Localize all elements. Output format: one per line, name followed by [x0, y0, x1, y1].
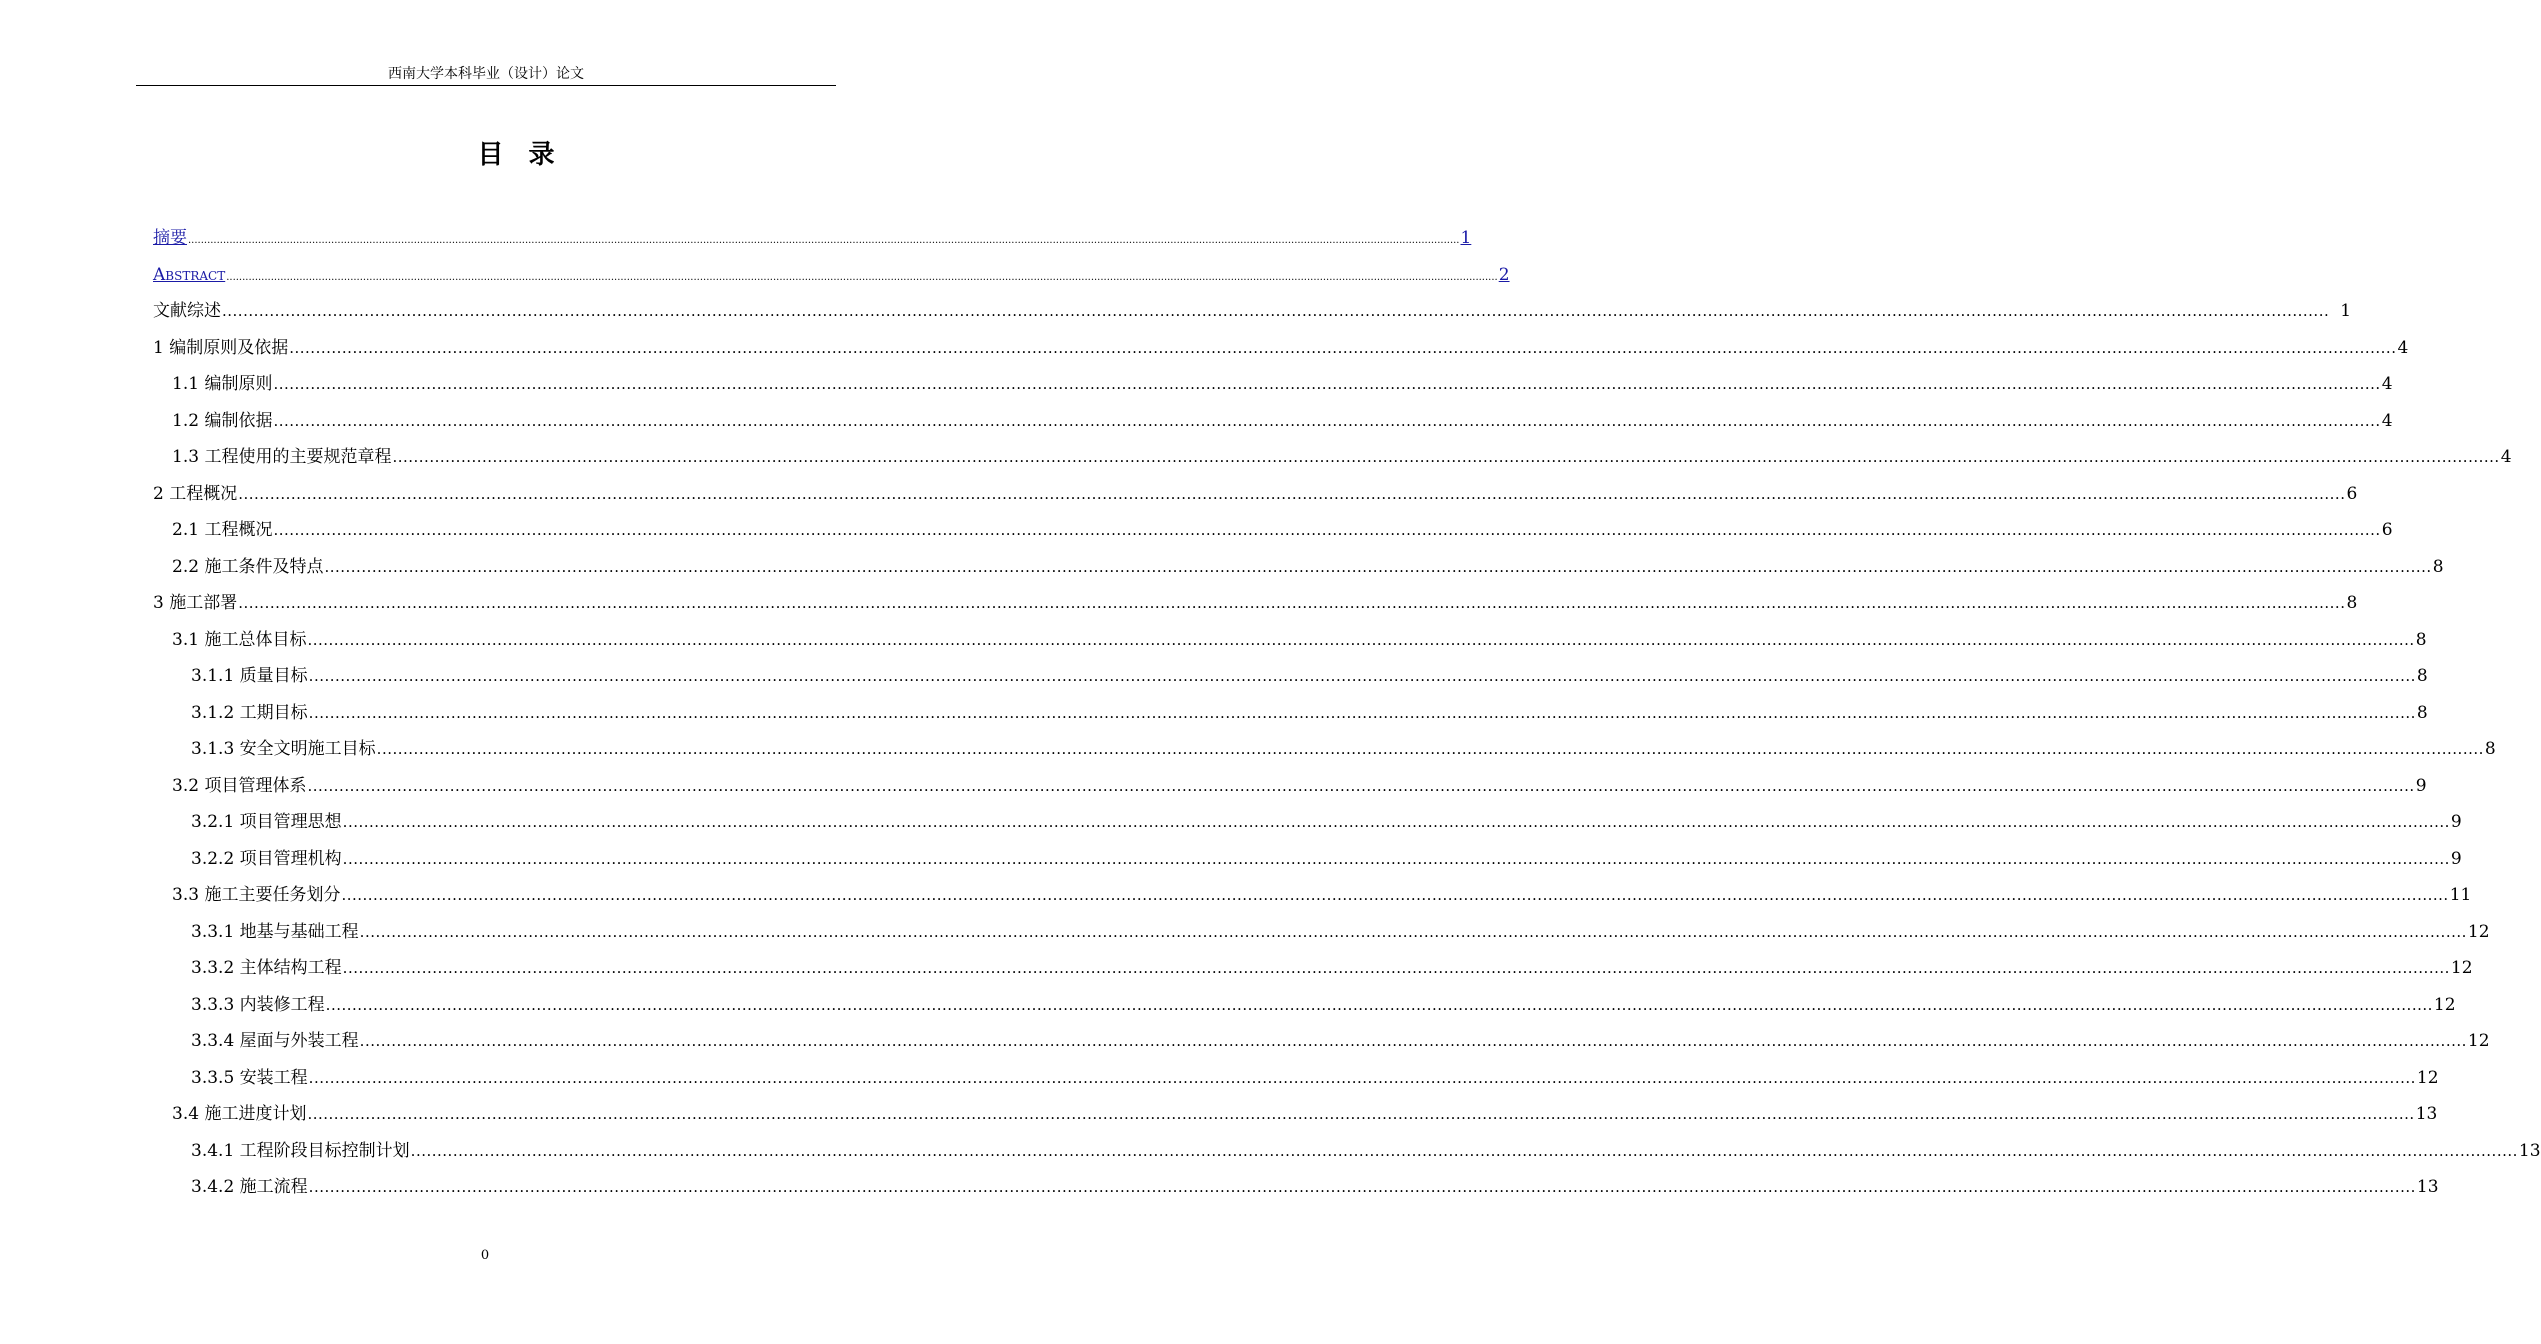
toc-entry[interactable]	[153, 695, 2428, 731]
toc-dot-leader: ................................................................................................................................................................................................................................................................................................................................................................................................................	[307, 776, 2415, 795]
toc-entry[interactable]	[153, 877, 2472, 913]
toc-entry-page-number: 4	[2397, 337, 2409, 358]
page-header: 西南大学本科毕业（设计）论文	[388, 66, 584, 82]
toc-entry[interactable]	[153, 1133, 2541, 1169]
toc-dot-leader: ................................................................................................................................................................................................................................................................................................................................................................................................................	[307, 1105, 2415, 1123]
toc-entry-page-number[interactable]: 1	[1460, 228, 1472, 248]
toc-entry-label: 1.3 工程使用的主要规范章程	[172, 447, 392, 467]
page-title: 目 录	[477, 140, 563, 170]
toc-entry-page-number: 6	[2346, 483, 2358, 504]
toc-dot-leader: ................................................................................................................................................................................................................................................................................................................................................................................................................	[273, 375, 2381, 393]
toc-entry[interactable]	[153, 512, 2393, 548]
toc-dot-leader: ................................................................................................................................................................................................................................................................................................................................................................................................................	[410, 1141, 2518, 1160]
header-rule	[136, 85, 836, 86]
toc-entry[interactable]	[153, 1023, 2490, 1059]
toc-dot-leader: ................................................................................................................................................................................................................................................................................................................................................................................................................	[238, 594, 2346, 612]
toc-entry-label[interactable]: Abstract	[153, 264, 226, 285]
toc-entry-page-number: 1	[2340, 301, 2352, 321]
toc-entry-label: 3.3 施工主要任务划分	[172, 885, 341, 905]
toc-entry-page-number: 8	[2416, 666, 2428, 686]
toc-entry-label: 3.4.1 工程阶段目标控制计划	[191, 1140, 410, 1161]
toc-dot-leader: ................................................................................................................................................................................................................................................................................................................................................................................................................	[308, 1178, 2416, 1196]
toc-dot-leader: ................................................................................................................................................................................................................................................................................................................................................................................................................	[226, 271, 1498, 283]
toc-entry-label: 3 施工部署	[153, 593, 238, 613]
toc-entry[interactable]	[153, 585, 2358, 621]
toc-dot-leader: ................................................................................................................................................................................................................................................................................................................................................................................................................	[324, 557, 2432, 576]
toc-entry-label: 3.4 施工进度计划	[172, 1104, 307, 1124]
toc-dot-leader: ................................................................................................................................................................................................................................................................................................................................................................................................................	[342, 849, 2450, 868]
toc-entry-page-number[interactable]: 2	[1498, 264, 1510, 285]
toc-dot-leader: ................................................................................................................................................................................................................................................................................................................................................................................................................	[308, 703, 2416, 722]
toc-entry-label: 3.3.3 内装修工程	[191, 994, 325, 1015]
toc-entry-label: 2.1 工程概况	[172, 520, 273, 540]
toc-entry-label: 2 工程概况	[153, 483, 238, 504]
page-number: 0	[480, 1248, 490, 1263]
toc-entry-page-number: 6	[2381, 520, 2393, 540]
toc-entry[interactable]	[153, 1060, 2439, 1096]
toc-entry-page-number: 12	[2450, 958, 2473, 978]
toc-dot-leader: ................................................................................................................................................................................................................................................................................................................................................................................................................	[308, 667, 2416, 685]
toc-entry-label: 2.2 施工条件及特点	[172, 556, 324, 577]
toc-dot-leader: ................................................................................................................................................................................................................................................................................................................................................................................................................	[308, 1068, 2416, 1087]
toc-entry-page-number: 9	[2415, 775, 2427, 796]
toc-entry-page-number: 12	[2416, 1067, 2439, 1088]
toc-entry-page-number: 8	[2484, 739, 2496, 759]
toc-entry[interactable]	[153, 731, 2496, 767]
toc-entry[interactable]	[153, 622, 2427, 658]
toc-entry[interactable]	[153, 768, 2427, 804]
toc-entry-label: 3.1 施工总体目标	[172, 629, 307, 650]
toc-entry-page-number: 4	[2381, 374, 2393, 394]
toc-dot-leader: ................................................................................................................................................................................................................................................................................................................................................................................................................	[342, 813, 2450, 831]
toc-dot-leader: ................................................................................................................................................................................................................................................................................................................................................................................................................	[273, 411, 2381, 430]
toc-entry[interactable]	[153, 403, 2393, 439]
toc-entry[interactable]	[153, 1169, 2439, 1205]
toc-entry-label: 文献综述	[153, 301, 221, 321]
toc-entry-page-number: 12	[2467, 1031, 2490, 1051]
toc-dot-leader: ................................................................................................................................................................................................................................................................................................................................................................................................................	[342, 959, 2450, 977]
toc-entry-label: 1 编制原则及依据	[153, 337, 289, 358]
toc-entry[interactable]	[153, 804, 2462, 840]
toc-dot-leader: ................................................................................................................................................................................................................................................................................................................................................................................................................	[392, 448, 2500, 466]
toc-dot-leader: ................................................................................................................................................................................................................................................................................................................................................................................................................	[222, 302, 2330, 320]
toc-entry-label[interactable]: 摘要	[153, 228, 187, 248]
toc-entry-label: 1.1 编制原则	[172, 374, 273, 394]
toc-entry-label: 3.3.5 安装工程	[191, 1067, 308, 1088]
toc-entry-page-number: 13	[2416, 1177, 2439, 1197]
toc-entry-label: 3.2.1 项目管理思想	[191, 812, 342, 832]
toc-entry-page-number: 9	[2450, 848, 2462, 869]
toc-entry[interactable]	[153, 549, 2444, 585]
toc-entry-page-number: 12	[2467, 921, 2490, 942]
toc-entry[interactable]	[153, 293, 2352, 329]
toc-dot-leader: ................................................................................................................................................................................................................................................................................................................................................................................................................	[289, 338, 2397, 357]
toc-entry[interactable]	[153, 257, 1510, 293]
toc-entry[interactable]	[153, 366, 2393, 402]
toc-entry[interactable]	[153, 914, 2490, 950]
toc-dot-leader: ................................................................................................................................................................................................................................................................................................................................................................................................................	[307, 630, 2415, 649]
toc-entry-label: 3.1.1 质量目标	[191, 666, 308, 686]
toc-dot-leader: ................................................................................................................................................................................................................................................................................................................................................................................................................	[188, 235, 1460, 246]
toc-entry[interactable]	[153, 476, 2358, 512]
toc-entry-page-number: 8	[2432, 556, 2444, 577]
toc-entry-page-number: 8	[2346, 593, 2358, 613]
toc-entry[interactable]	[153, 658, 2428, 694]
toc-entry-page-number: 4	[2500, 447, 2512, 467]
toc-entry-page-number: 13	[2415, 1104, 2438, 1124]
toc-entry-page-number: 11	[2449, 885, 2472, 905]
toc-entry-label: 3.3.2 主体结构工程	[191, 958, 342, 978]
toc-entry-label: 3.3.4 屋面与外装工程	[191, 1031, 359, 1051]
toc-entry[interactable]	[153, 220, 1472, 256]
toc-entry[interactable]	[153, 330, 2409, 366]
toc-entry-page-number: 4	[2381, 410, 2393, 431]
toc-entry-label: 3.1.3 安全文明施工目标	[191, 739, 376, 759]
toc-entry-page-number: 12	[2433, 994, 2456, 1015]
toc-dot-leader: ................................................................................................................................................................................................................................................................................................................................................................................................................	[359, 922, 2467, 941]
toc-dot-leader: ................................................................................................................................................................................................................................................................................................................................................................................................................	[238, 484, 2346, 503]
toc-entry[interactable]	[153, 439, 2512, 475]
toc-dot-leader: ................................................................................................................................................................................................................................................................................................................................................................................................................	[325, 995, 2433, 1014]
toc-entry-label: 3.2 项目管理体系	[172, 775, 307, 796]
toc-entry[interactable]	[153, 841, 2462, 877]
toc-dot-leader: ................................................................................................................................................................................................................................................................................................................................................................................................................	[376, 740, 2484, 758]
toc-entry[interactable]	[153, 1096, 2438, 1132]
toc-entry-page-number: 13	[2518, 1140, 2541, 1161]
toc-entry-label: 3.2.2 项目管理机构	[191, 848, 342, 869]
toc-entry-label: 3.1.2 工期目标	[191, 702, 308, 723]
toc-entry-page-number: 8	[2416, 702, 2428, 723]
toc-entry-page-number: 8	[2415, 629, 2427, 650]
toc-entry-label: 1.2 编制依据	[172, 410, 273, 431]
toc-entry[interactable]	[153, 987, 2456, 1023]
toc-dot-leader: ................................................................................................................................................................................................................................................................................................................................................................................................................	[341, 886, 2449, 904]
toc-entry-label: 3.4.2 施工流程	[191, 1177, 308, 1197]
toc-dot-leader: ................................................................................................................................................................................................................................................................................................................................................................................................................	[359, 1032, 2467, 1050]
toc-dot-leader: ................................................................................................................................................................................................................................................................................................................................................................................................................	[273, 521, 2381, 539]
toc-entry-label: 3.3.1 地基与基础工程	[191, 921, 359, 942]
toc-entry-page-number: 9	[2450, 812, 2462, 832]
toc-entry[interactable]	[153, 950, 2473, 986]
